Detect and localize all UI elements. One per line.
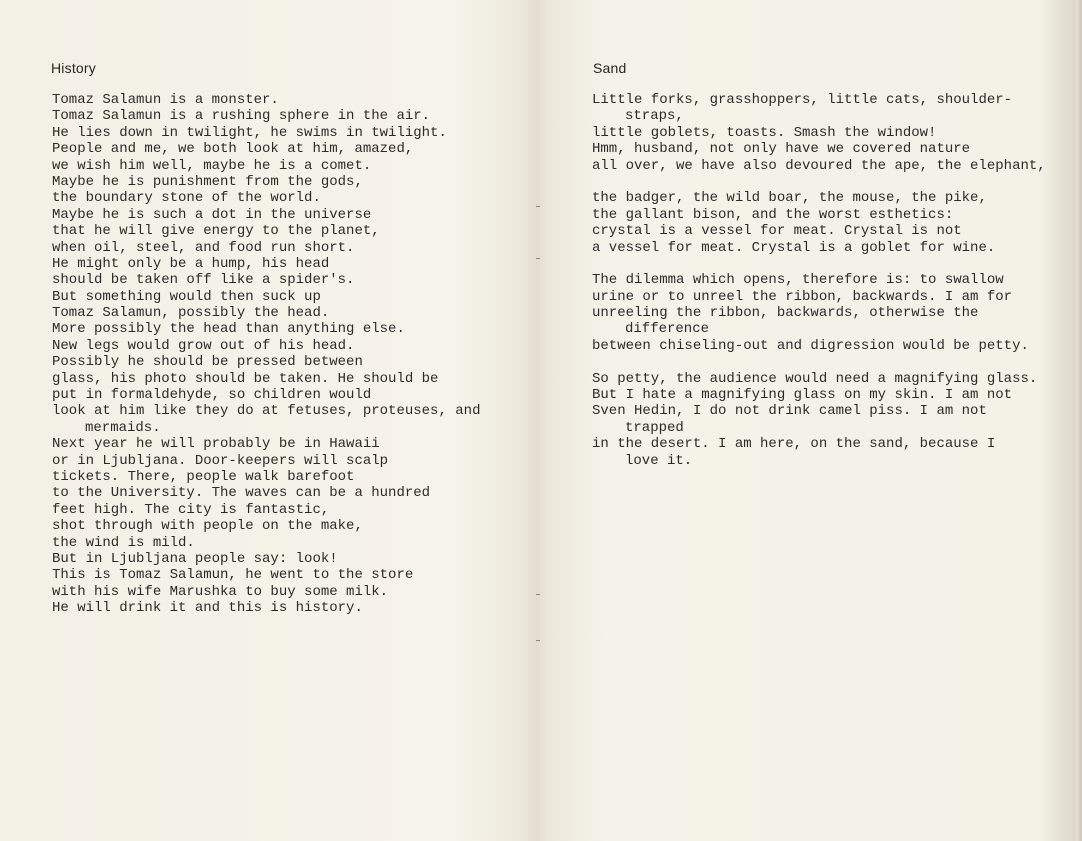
poem-line: that he will give energy to the planet, — [52, 223, 380, 240]
poem-line: Little forks, grasshoppers, little cats, shoulder- — [592, 92, 1013, 108]
poem-line: New legs would grow out of his head. — [52, 337, 355, 354]
page-edge-shadow — [1076, 0, 1082, 841]
poem-line: But in Ljubljana people say: look! — [52, 550, 338, 567]
poem-line: the boundary stone of the world. — [52, 190, 321, 207]
poem-line: look at him like they do at fetuses, proteuses, and — [52, 403, 481, 420]
poem-line: Tomaz Salamun, possibly the head. — [52, 305, 330, 322]
poem-line: Next year he will probably be in Hawaii — [52, 436, 380, 453]
poem-line: little goblets, toasts. Smash the window! — [592, 124, 937, 141]
poem-line: unreeling the ribbon, backwards, otherwise the — [592, 305, 979, 322]
poem-sand-body — [592, 92, 1046, 469]
poem-line: the gallant bison, and the worst esthetics: — [592, 206, 954, 223]
poem-line: People and me, we both look at him, amazed, — [52, 141, 414, 158]
poem-line: shot through with people on the make, — [52, 518, 363, 535]
poem-line-continuation: difference — [625, 321, 710, 338]
poem-title-history: History — [51, 60, 96, 76]
poem-line-continuation: love it. — [625, 452, 693, 469]
poem-line: between chiseling-out and digression would be petty. — [592, 337, 1029, 354]
poem-line: or in Ljubljana. Door-keepers will scalp — [52, 452, 389, 469]
poem-line: should be taken off like a spider's. — [52, 272, 355, 289]
poem-line: all over, we have also devoured the ape, the elephant, — [592, 157, 1046, 174]
right-page — [538, 0, 1082, 841]
left-page — [0, 0, 538, 841]
poem-line: when oil, steel, and food run short. — [52, 239, 355, 256]
poem-line: Hmm, husband, not only have we covered nature — [592, 141, 971, 158]
poem-line: But I hate a magnifying glass on my skin. I am not — [592, 387, 1013, 404]
poem-line: So petty, the audience would need a magnifying glass. — [592, 370, 1038, 387]
poem-line: urine or to unreel the ribbon, backwards. I am for — [592, 288, 1013, 305]
poem-line-continuation: trapped — [625, 419, 684, 436]
poem-line-continuation: mermaids. — [85, 419, 161, 436]
poem-line: glass, his photo should be taken. He should be — [52, 370, 439, 387]
poem-line: Possibly he should be pressed between — [52, 354, 363, 371]
poem-line: in the desert. I am here, on the sand, because I — [592, 436, 996, 453]
stanza-break — [592, 256, 1046, 272]
poem-line: But something would then suck up — [52, 288, 321, 305]
poem-line: the wind is mild. — [52, 534, 195, 551]
poem-line: The dilemma which opens, therefore is: to swallow — [592, 272, 1004, 289]
poem-line: Maybe he is such a dot in the universe — [52, 206, 372, 223]
poem-line: we wish him well, maybe he is a comet. — [52, 157, 372, 174]
poem-line: More possibly the head than anything else. — [52, 321, 405, 338]
poem-line: a vessel for meat. Crystal is a goblet for wine. — [592, 239, 996, 256]
poem-line: Tomaz Salamun is a rushing sphere in the air. — [52, 108, 431, 125]
poem-history-body — [52, 92, 480, 617]
poem-line: feet high. The city is fantastic, — [52, 501, 330, 518]
poem-line-continuation: straps, — [625, 108, 684, 125]
poem-line: Maybe he is punishment from the gods, — [52, 173, 363, 190]
poem-line: He will drink it and this is history. — [52, 600, 363, 617]
poem-line: This is Tomaz Salamun, he went to the store — [52, 567, 414, 584]
poem-line: crystal is a vessel for meat. Crystal is not — [592, 223, 962, 240]
poem-line: with his wife Marushka to buy some milk. — [52, 583, 389, 600]
poem-line: put in formaldehyde, so children would — [52, 387, 372, 404]
poem-line: Sven Hedin, I do not drink camel piss. I am not — [592, 403, 987, 420]
poem-line: He lies down in twilight, he swims in twilight. — [52, 124, 447, 141]
poem-line: Tomaz Salamun is a monster. — [52, 92, 279, 108]
poem-line: to the University. The waves can be a hundred — [52, 485, 431, 502]
poem-line: tickets. There, people walk barefoot — [52, 468, 355, 485]
poem-line: He might only be a hump, his head — [52, 255, 330, 272]
poem-title-sand: Sand — [593, 60, 627, 76]
stanza-break — [592, 174, 1046, 190]
poem-line: the badger, the wild boar, the mouse, the pike, — [592, 190, 987, 207]
stanza-break — [592, 354, 1046, 370]
